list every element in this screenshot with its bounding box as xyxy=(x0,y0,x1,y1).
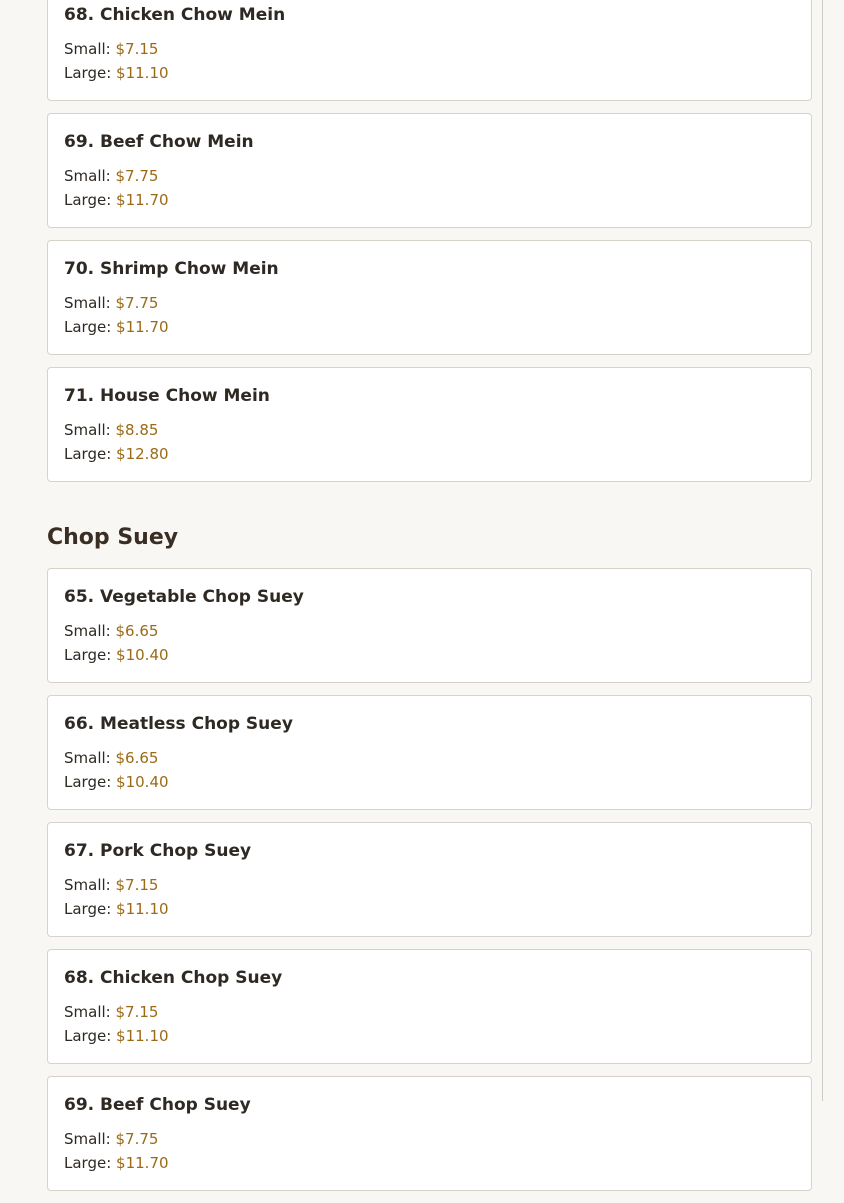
price-list xyxy=(64,1127,795,1175)
price-value: $11.70 xyxy=(116,191,169,209)
size-label: Large: xyxy=(64,900,112,918)
price-value: $8.85 xyxy=(115,421,159,439)
menu-item-title: 66. Meatless Chop Suey xyxy=(64,714,293,734)
size-label: Large: xyxy=(64,1027,112,1045)
price-list xyxy=(64,1000,795,1048)
price-value: $11.70 xyxy=(116,1154,169,1172)
large-price-row xyxy=(64,1151,795,1175)
price-value: $7.75 xyxy=(115,167,159,185)
price-list xyxy=(64,37,795,85)
size-label: Small: xyxy=(64,876,111,894)
menu-item-card[interactable] xyxy=(47,1076,812,1191)
size-label: Large: xyxy=(64,318,112,336)
price-value: $11.10 xyxy=(116,64,169,82)
price-value: $7.15 xyxy=(115,40,159,58)
small-price-row xyxy=(64,291,795,315)
price-value: $7.75 xyxy=(115,1130,159,1148)
menu-item-title: 71. House Chow Mein xyxy=(64,386,270,406)
small-price-row xyxy=(64,164,795,188)
size-label: Small: xyxy=(64,40,111,58)
menu-item-title: 68. Chicken Chow Mein xyxy=(64,5,286,25)
price-list xyxy=(64,164,795,212)
size-label: Large: xyxy=(64,64,112,82)
small-price-row xyxy=(64,418,795,442)
scrollbar-track[interactable] xyxy=(822,0,823,1101)
size-label: Small: xyxy=(64,749,111,767)
size-label: Large: xyxy=(64,191,112,209)
price-list xyxy=(64,619,795,667)
small-price-row xyxy=(64,1000,795,1024)
size-label: Small: xyxy=(64,421,111,439)
large-price-row xyxy=(64,442,795,466)
large-price-row xyxy=(64,897,795,921)
large-price-row xyxy=(64,188,795,212)
small-price-row xyxy=(64,746,795,770)
price-value: $7.75 xyxy=(115,294,159,312)
menu-item-card[interactable] xyxy=(47,113,812,228)
chop-suey-section xyxy=(47,524,812,1191)
menu-item-title: 69. Beef Chop Suey xyxy=(64,1095,251,1115)
large-price-row xyxy=(64,1024,795,1048)
size-label: Large: xyxy=(64,646,112,664)
large-price-row xyxy=(64,643,795,667)
menu-item-card[interactable] xyxy=(47,367,812,482)
price-value: $11.70 xyxy=(116,318,169,336)
price-value: $12.80 xyxy=(116,445,169,463)
menu-item-title: 68. Chicken Chop Suey xyxy=(64,968,283,988)
menu-item-card[interactable] xyxy=(47,949,812,1064)
price-value: $6.65 xyxy=(115,622,159,640)
chow-mein-section xyxy=(47,0,812,482)
price-value: $11.10 xyxy=(116,900,169,918)
size-label: Small: xyxy=(64,167,111,185)
price-list xyxy=(64,291,795,339)
small-price-row xyxy=(64,619,795,643)
large-price-row xyxy=(64,315,795,339)
large-price-row xyxy=(64,770,795,794)
size-label: Small: xyxy=(64,622,111,640)
price-value: $6.65 xyxy=(115,749,159,767)
size-label: Small: xyxy=(64,294,111,312)
size-label: Large: xyxy=(64,1154,112,1172)
menu-item-card[interactable] xyxy=(47,695,812,810)
menu-item-title: 67. Pork Chop Suey xyxy=(64,841,252,861)
menu-content xyxy=(47,0,812,1203)
menu-item-title: 65. Vegetable Chop Suey xyxy=(64,587,304,607)
price-value: $7.15 xyxy=(115,1003,159,1021)
price-value: $7.15 xyxy=(115,876,159,894)
large-price-row xyxy=(64,61,795,85)
price-list xyxy=(64,418,795,466)
price-list xyxy=(64,746,795,794)
price-value: $10.40 xyxy=(116,773,169,791)
size-label: Large: xyxy=(64,773,112,791)
small-price-row xyxy=(64,1127,795,1151)
small-price-row xyxy=(64,873,795,897)
menu-item-card[interactable] xyxy=(47,822,812,937)
small-price-row xyxy=(64,37,795,61)
price-value: $10.40 xyxy=(116,646,169,664)
menu-item-card[interactable] xyxy=(47,568,812,683)
price-list xyxy=(64,873,795,921)
menu-item-title: 69. Beef Chow Mein xyxy=(64,132,254,152)
menu-item-card[interactable] xyxy=(47,0,812,101)
price-value: $11.10 xyxy=(116,1027,169,1045)
menu-item-card[interactable] xyxy=(47,240,812,355)
size-label: Small: xyxy=(64,1003,111,1021)
size-label: Large: xyxy=(64,445,112,463)
section-heading: Chop Suey xyxy=(47,525,179,550)
menu-item-title: 70. Shrimp Chow Mein xyxy=(64,259,279,279)
size-label: Small: xyxy=(64,1130,111,1148)
